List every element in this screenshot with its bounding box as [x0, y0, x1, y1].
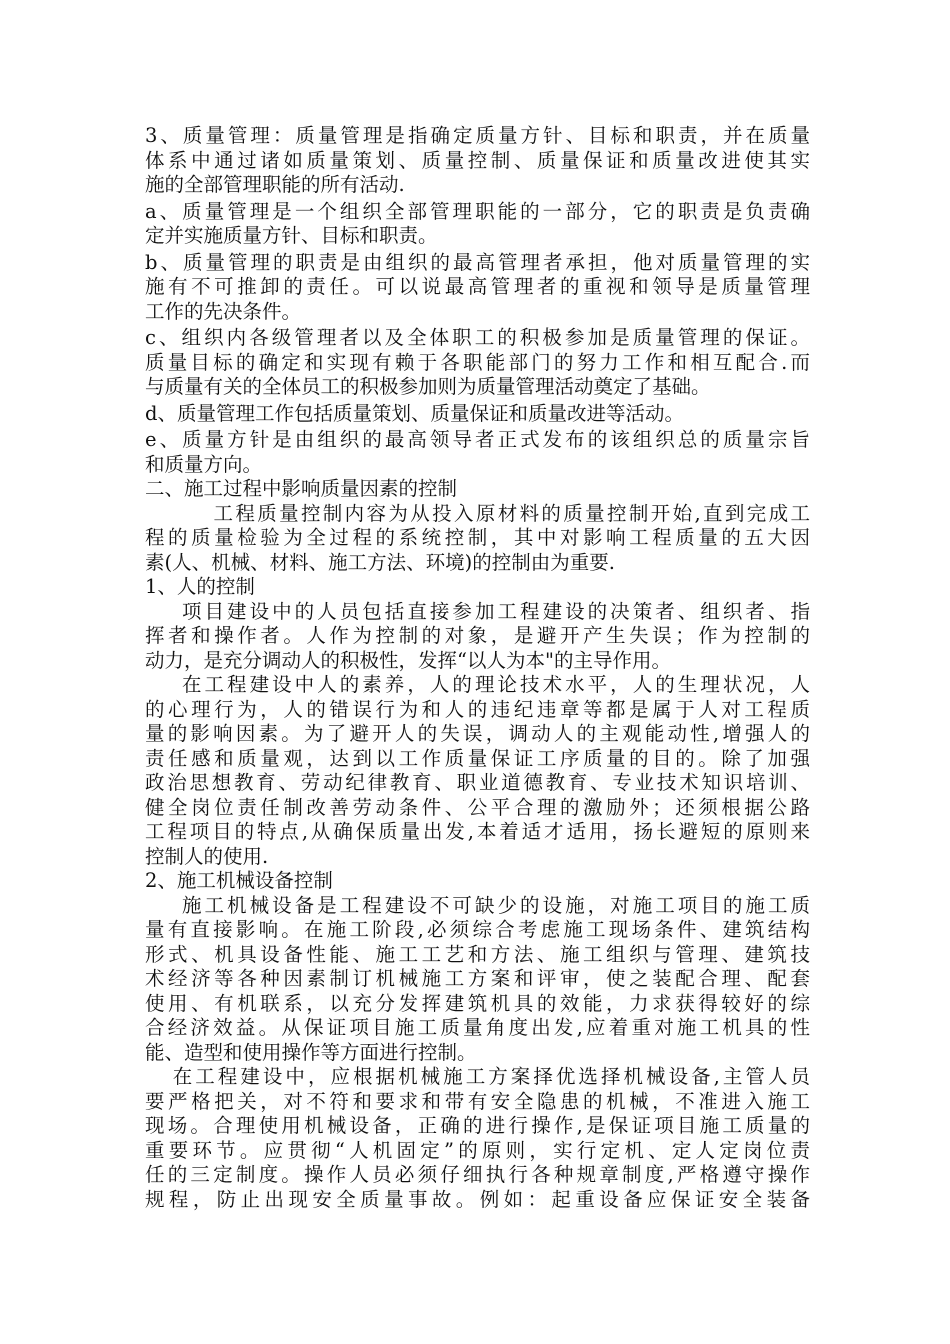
- text-line: 要严格把关，对不符和要求和带有安全隐患的机械，不准进入施工: [145, 1089, 810, 1113]
- text-line: 1、人的控制: [145, 575, 255, 598]
- text-line: e、质量方针是由组织的最高领导者正式发布的该组织总的质量宗旨: [145, 428, 810, 451]
- text-line: 合经济效益。从保证项目施工质量角度出发,应着重对施工机具的性: [145, 1016, 810, 1039]
- text-line: 施工机械设备是工程建设不可缺少的设施，对施工项目的施工质: [145, 893, 810, 917]
- document-body: [145, 124, 810, 1212]
- text-line: 施的全部管理职能的所有活动.: [145, 173, 405, 196]
- text-line: 的心理行为，人的错误行为和人的违纪违章等都是属于人对工程质: [145, 697, 810, 721]
- text-line: 定并实施质量方针、目标和职责。: [145, 224, 438, 247]
- text-line: 2、施工机械设备控制: [145, 869, 333, 892]
- text-line: 能、造型和使用操作等方面进行控制。: [145, 1040, 477, 1064]
- text-line: 挥者和操作者。人作为控制的对象，是避开产生失误；作为控制的: [145, 624, 810, 647]
- text-line: 量有直接影响。在施工阶段,必须综合考虑施工现场条件、建筑结构: [145, 918, 810, 941]
- text-line: 工作的先决条件。: [145, 299, 302, 323]
- text-line: 在工程建设中人的素养，人的理论技术水平，人的生理状况，人: [145, 673, 810, 696]
- text-line: 项目建设中的人员包括直接参加工程建设的决策者、组织者、指: [145, 599, 810, 623]
- text-line: 重要环节。应贯彻“人机固定”的原则，实行定机、定人定岗位责: [145, 1138, 810, 1162]
- text-line: 二、施工过程中影响质量因素的控制: [145, 477, 458, 500]
- text-line: 程的质量检验为全过程的系统控制，其中对影响工程质量的五大因: [145, 526, 810, 549]
- text-line: 量的影响因素。为了避开人的失误，调动人的主观能动性,增强人的: [145, 722, 810, 745]
- text-line: c、组织内各级管理者以及全体职工的积极参加是质量管理的保证。: [145, 326, 810, 349]
- text-line: 控制人的使用.: [145, 844, 269, 868]
- text-line: b、质量管理的职责是由组织的最高管理者承担，他对质量管理的实: [145, 250, 810, 274]
- text-line: 任的三定制度。操作人员必须仔细执行各种规章制度,严格遵守操作: [145, 1163, 810, 1186]
- text-line: 质量目标的确定和实现有赖于各职能部门的努力工作和相互配合.而: [145, 350, 810, 374]
- text-line: 政治思想教育、劳动纪律教育、职业道德教育、专业技术知识培训、: [145, 771, 810, 794]
- text-line: 3、质量管理：质量管理是指确定质量方针、目标和职责，并在质量: [145, 124, 810, 147]
- text-line: 健全岗位责任制改善劳动条件、公平合理的激励外；还须根据公路: [145, 795, 810, 819]
- text-line: 体系中通过诸如质量策划、质量控制、质量保证和质量改进使其实: [145, 148, 810, 172]
- text-line: 与质量有关的全体员工的积极参加则为质量管理活动奠定了基础。: [145, 375, 711, 398]
- text-line: 形式、机具设备性能、施工工艺和方法、施工组织与管理、建筑技: [145, 942, 810, 966]
- text-line: 现场。合理使用机械设备，正确的进行操作,是保证项目施工质量的: [145, 1114, 810, 1137]
- text-line: 素(人、机械、材料、施工方法、环境)的控制由为重要.: [145, 550, 615, 574]
- text-line: 责任感和质量观，达到以工作质量保证工序质量的目的。除了加强: [145, 746, 810, 770]
- text-line: a、质量管理是一个组织全部管理职能的一部分，它的职责是负责确: [145, 199, 810, 223]
- text-line: 施有不可推卸的责任。可以说最高管理者的重视和领导是质量管理: [145, 275, 810, 298]
- text-line: 术经济等各种因素制订机械施工方案和评审，使之装配合理、配套: [145, 967, 810, 990]
- text-line: 使用、有机联系，以充分发挥建筑机具的效能，力求获得较好的综: [145, 991, 810, 1015]
- text-line: 工程质量控制内容为从投入原材料的质量控制开始,直到完成工: [145, 501, 810, 525]
- text-line: 和质量方向。: [145, 452, 263, 476]
- text-line: 工程项目的特点,从确保质量出发,本着适才适用，扬长避短的原则来: [145, 820, 810, 843]
- text-line: 在工程建设中，应根据机械施工方案择优选择机械设备,主管人员: [145, 1065, 810, 1088]
- text-line: 动力，是充分调动人的积极性，发挥“以人为本"的主导作用。: [145, 648, 671, 672]
- text-line: 规程，防止出现安全质量事故。例如：起重设备应保证安全装备: [145, 1187, 810, 1211]
- text-line: d、质量管理工作包括质量策划、质量保证和质量改进等活动。: [145, 401, 684, 425]
